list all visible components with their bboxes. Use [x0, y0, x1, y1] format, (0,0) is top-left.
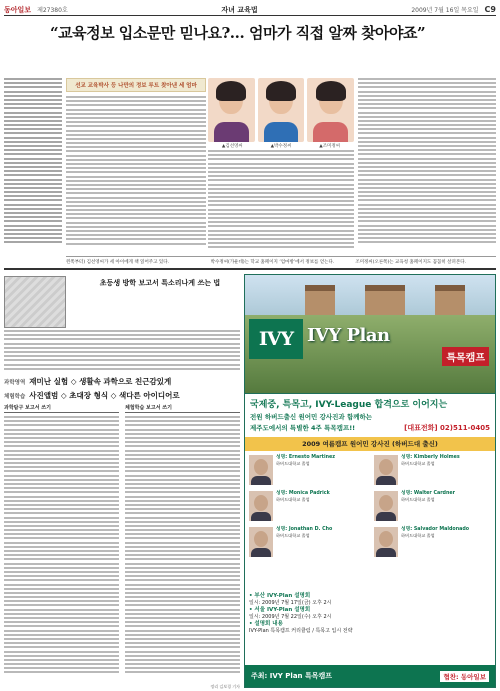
- photo-labels: [208, 143, 354, 149]
- instructor-banner: 2009 여름캠프 원어민 강사진 (하버드대 출신): [245, 437, 495, 451]
- contact-phone[interactable]: [대표전화] 02)511-0405: [404, 424, 490, 432]
- portrait-photo: [307, 78, 354, 142]
- instructor-card: [249, 527, 368, 557]
- session-text: IVY-Plan 특목캠프 커리큘럼 / 특목고 입시 전략: [249, 628, 353, 634]
- camp-labels: [4, 376, 240, 401]
- instructor-photo: [374, 455, 398, 485]
- photo-label: ▲박수정씨: [270, 144, 292, 149]
- instructor-card: [249, 455, 368, 485]
- session-text: 일시: 2009년 7월 22일(수) 오후 2시: [249, 614, 332, 620]
- photo-caption: 박수정씨(가운데)는 학교 홈페이지 ‘엄마방’에서 정보를 얻는다.: [210, 260, 335, 265]
- subject-key: 과학영역: [4, 380, 26, 386]
- instructor-card: [374, 491, 493, 521]
- writing-key: 체험학습: [4, 394, 26, 400]
- instructor-card: [374, 455, 493, 485]
- instructor-photo: [249, 491, 273, 521]
- issue-number: 제27380호: [37, 7, 68, 14]
- ad-banner-image: [245, 275, 495, 393]
- page-number: C9: [484, 5, 496, 14]
- session-title: • 설명회 내용: [249, 621, 283, 627]
- body-text-block: [4, 416, 119, 673]
- camp-headline: 초등생 방학 보고서 특소리나게 쓰는 법: [99, 278, 221, 287]
- camp-intro: [4, 330, 240, 372]
- ad-host: 주최: IVY Plan 특목캠프: [251, 672, 333, 680]
- ivy-plan-advertisement[interactable]: [244, 274, 496, 688]
- instructor-name: 성명: Kimberly Holmes: [401, 455, 460, 460]
- section-divider: [4, 268, 496, 270]
- photo-caption: 조미정씨(오른쪽)는 교육청 홈페이지도 꼼꼼히 살펴본다.: [355, 260, 466, 265]
- photo-label: ▲조미정씨: [319, 144, 341, 149]
- column-title: 체험학습 보고서 쓰기: [125, 404, 240, 413]
- session-title: • 부산 IVY-Plan 설명회: [249, 593, 311, 599]
- ad-line-3: 제주도에서의 특별한 4주 특목캠프!!: [250, 424, 356, 432]
- right-column: [358, 78, 496, 246]
- issue-date: 2009년 7월 16일 목요일: [411, 7, 479, 14]
- ivy-logo-mark: IVY: [249, 319, 303, 359]
- instructor-name: 성명: Ernesto Martinez: [276, 455, 336, 460]
- instructor-name: 성명: Jonathan D. Cho: [276, 527, 333, 532]
- ad-footer: [245, 665, 495, 687]
- instructor-name: 성명: Salvador Maldonado: [401, 527, 470, 532]
- middle-column: [208, 150, 354, 251]
- instructor-name: 성명: Walter Cardner: [401, 491, 456, 496]
- intro-column: [4, 78, 62, 246]
- interview-subhead: 선교 교육박사 등 나만의 정보 루트 찾아낸 세 엄마: [66, 78, 206, 92]
- section-title: 자녀 교육법: [221, 5, 258, 14]
- camp-column: [4, 404, 119, 676]
- newspaper-logo: 동아일보: [4, 5, 32, 14]
- article-photo: [4, 276, 66, 328]
- main-headline: “교육정보 입소문만 믿나요?… 엄마가 직접 알짜 찾아야죠”: [50, 24, 426, 42]
- photo-caption: 왼쪽부터) 김선영씨가 세 아이에게 책 읽어주고 있다.: [66, 260, 170, 265]
- instructor-photo: [374, 527, 398, 557]
- body-text-block: [208, 150, 354, 248]
- instructor-photo: [249, 527, 273, 557]
- instructor-photo: [249, 455, 273, 485]
- session-text: 일시: 2009년 7월 17일(금) 오후 2시: [249, 600, 332, 606]
- instructor-grid: [249, 455, 493, 557]
- body-text-block: [4, 78, 62, 243]
- instructor-school: 하버드대학교 졸업: [401, 496, 435, 502]
- photo-captions: [66, 256, 496, 265]
- instructor-school: 하버드대학교 졸업: [276, 532, 310, 538]
- body-text-block: [4, 330, 240, 370]
- byline: 정리 김보경 기자: [210, 684, 240, 689]
- interview-column: [66, 78, 206, 253]
- instructor-school: 하버드대학교 졸업: [401, 460, 435, 466]
- portrait-photo: [258, 78, 305, 142]
- ad-line-1: 국제중, 특목고, IVY-League 합격으로 이어지는: [250, 400, 448, 410]
- session-info: [249, 593, 493, 635]
- page-header: [4, 4, 496, 16]
- instructor-card: [374, 527, 493, 557]
- ad-tagline: [245, 393, 495, 437]
- camp-tag: 특목캠프: [442, 347, 489, 366]
- subject-line: 재미난 실험 ◇ 생활속 과학으로 친근감있게: [29, 377, 172, 386]
- column-title: 과학탐구 보고서 쓰기: [4, 404, 119, 413]
- camp-columns: [4, 404, 240, 676]
- session-title: • 서울 IVY-Plan 설명회: [249, 607, 311, 613]
- writing-line: 사진앨범 ◇ 초대장 형식 ◇ 색다른 아이디어로: [29, 391, 180, 400]
- body-text-block: [358, 78, 496, 243]
- ad-cohost: 협찬: 동아일보: [440, 671, 489, 682]
- portrait-photo: [208, 78, 255, 142]
- body-text-block: [66, 96, 206, 245]
- ad-line-2: 전원 하버드출신 원어민 강사진과 함께하는: [250, 413, 373, 421]
- instructor-school: 하버드대학교 졸업: [401, 532, 435, 538]
- photo-label: ▲김선영씨: [221, 144, 243, 149]
- mothers-photo-row: [208, 78, 354, 142]
- ivy-logo-text: IVY Plan: [307, 325, 390, 346]
- camp-column: [125, 404, 240, 676]
- instructor-card: [249, 491, 368, 521]
- instructor-school: 하버드대학교 졸업: [276, 496, 310, 502]
- body-text-block: [125, 416, 240, 673]
- instructor-photo: [374, 491, 398, 521]
- instructor-name: 성명: Monica Padrick: [276, 491, 330, 496]
- instructor-school: 하버드대학교 졸업: [276, 460, 310, 466]
